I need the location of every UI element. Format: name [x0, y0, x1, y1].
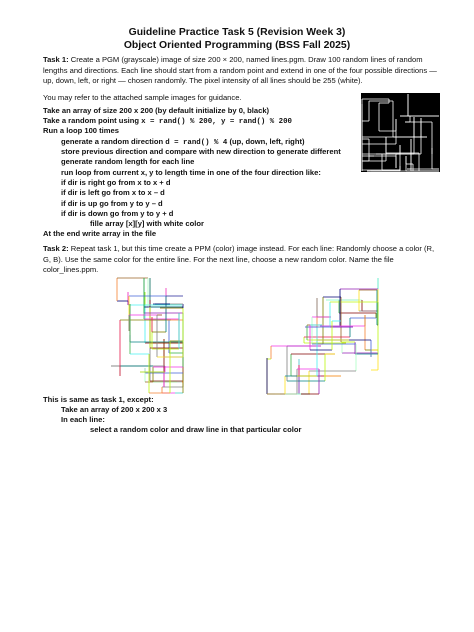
- page-title: Guideline Practice Task 5 (Revision Week 3): [128, 27, 346, 38]
- step-2-text: Take a random point using: [43, 116, 142, 125]
- page-subtitle: Object Oriented Programming (BSS Fall 2025): [123, 40, 351, 51]
- step-9: if dir is left go from x to x – d: [61, 188, 165, 197]
- task2-after-2: Take an array of 200 x 200 x 3: [61, 405, 168, 414]
- step-12: fille array [x][y] with white color: [90, 219, 204, 228]
- task1-label: Task 1:: [43, 55, 69, 64]
- step-5: store previous direction and compare with new direction to generate different: [61, 147, 341, 156]
- refer-text: You may refer to the attached sample images for guidance.: [43, 93, 242, 102]
- step-4-post: (up, down, left, right): [227, 137, 305, 146]
- task1-text: Create a PGM (grayscale) image of size 200 × 200, named lines.pgm. Draw 100 random lines of random lengths and directions. Each line should start from a random point and extend in one of the four possible directions — up, down, left, or right — chosen randomly. The pixel intensity of all lines should be 255 (white).: [43, 55, 437, 86]
- step-8: if dir is right go from x to x + d: [61, 178, 171, 187]
- step-4-code: d = rand() % 4: [165, 139, 228, 147]
- step-7: run loop from current x, y to length time in one of the four direction like:: [61, 168, 321, 177]
- task2-after-3: In each line:: [61, 415, 105, 424]
- task2-after-4: select a random color and draw line in that particular color: [90, 425, 302, 434]
- step-1: Take an array of size 200 x 200 (by default initialize by 0, black): [43, 106, 270, 115]
- sample-color-lines-image-2: [266, 277, 379, 395]
- step-3: Run a loop 100 times: [43, 126, 119, 135]
- task2-paragraph: [43, 244, 443, 276]
- step-6: generate random length for each line: [61, 157, 195, 166]
- task2-text: Repeat task 1, but this time create a PPM (color) image instead. For each line: Randomly choose a color (R, G, B). Use the same color for the entire line. For the next line, choose a new random color. Name the file color_lines.ppm.: [43, 244, 435, 275]
- sample-color-lines-image-1: [43, 277, 184, 394]
- step-10: if dir is up go from y to y – d: [61, 199, 163, 208]
- sample-lines-image: [361, 93, 440, 172]
- step-11: if dir is down go from y to y + d: [61, 209, 174, 218]
- step-2-code: x = rand() % 200, y = rand() % 200: [141, 118, 292, 126]
- task2-after-1: This is same as task 1, except:: [43, 395, 154, 404]
- step-13: At the end write array in the file: [43, 229, 157, 238]
- step-4-text: generate a random direction: [61, 137, 166, 146]
- task2-label: Task 2:: [43, 244, 69, 253]
- task1-paragraph: [43, 55, 443, 87]
